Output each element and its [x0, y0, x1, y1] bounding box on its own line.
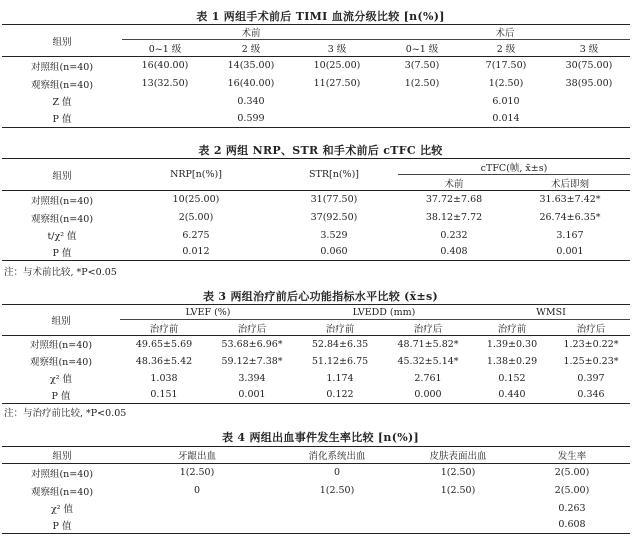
table2-nrp-header: NRP[n(%)] [122, 159, 270, 191]
row-label: t/χ² 值 [47, 231, 77, 242]
table-cell: 1.23±0.22* [563, 338, 619, 350]
table4-caption: 表 4 两组出血事件发生率比较 [n(%)] [221, 431, 419, 444]
row-label: P 值 [2, 387, 120, 404]
table3-caption: 表 3 两组治疗前后心功能指标水平比较 (x̄±s) [202, 290, 439, 303]
table-cell: 1(2.50) [404, 78, 440, 89]
table2-ctfc-header: cTFC(帧, x̄±s) [398, 159, 630, 175]
table-cell: 14(35.00) [227, 60, 275, 72]
table4-header: 皮肤表面出血 [402, 447, 514, 464]
table2-ctfc-pre-header: 术前 [398, 175, 510, 191]
table2-ctfc-post-header: 术后即刻 [510, 175, 630, 191]
table4-header: 牙龈出血 [122, 447, 272, 464]
table-row [2, 482, 630, 500]
table1-caption: 表 1 两组手术前后 TIMI 血流分级比较 [n(%)] [196, 10, 445, 23]
table-cell: 51.12±6.75 [311, 355, 369, 367]
table-cell: 1(2.50) [488, 78, 524, 89]
table-cell: 6.275 [182, 229, 210, 241]
table-cell: 2(5.00) [178, 212, 214, 223]
table1-post-header: 术后 [380, 25, 630, 40]
table-cell: 37.72±7.68 [425, 194, 483, 206]
table-cell: 1(2.50) [179, 467, 215, 479]
row-label: P 值 [2, 244, 122, 261]
table-cell: 0 [193, 485, 201, 496]
row-label: 对照组(n=40) [29, 340, 93, 352]
row-label: 观察组(n=40) [29, 357, 93, 368]
table3-group-header: 组别 [2, 305, 120, 336]
table-cell: 0.263 [558, 502, 586, 514]
table-cell: 1.038 [150, 372, 178, 384]
table3-note: 注：与治疗前比较, *P<0.05 [4, 408, 127, 419]
table4 [2, 446, 630, 534]
table-cell: 0.151 [120, 387, 208, 404]
table-cell: 0.122 [296, 387, 384, 404]
table-cell: 59.12±7.38* [221, 355, 283, 367]
table-cell: 1.38±0.29 [486, 355, 538, 367]
table-cell: 26.74±6.35* [539, 212, 601, 223]
table-cell: 1.25±0.23* [563, 355, 619, 367]
row-label: 观察组(n=40) [30, 213, 94, 225]
row-label: 对照组(n=40) [30, 195, 94, 207]
table-row [2, 500, 630, 517]
table3-after-header: 治疗后 [208, 320, 296, 336]
table-row [2, 209, 630, 227]
table-cell: 0.001 [510, 244, 630, 261]
table-cell: 2(5.00) [554, 467, 590, 479]
table-cell: 31(77.50) [310, 194, 358, 206]
table-row [2, 336, 630, 353]
table1-grade-header: 3 级 [294, 40, 380, 57]
table-row [2, 110, 630, 128]
table-cell: 1(2.50) [440, 467, 476, 479]
table-row [2, 353, 630, 370]
table3-before-header: 治疗前 [472, 320, 552, 336]
table3-before-header: 治疗前 [296, 320, 384, 336]
table-cell: 0.000 [384, 387, 472, 404]
table-row [2, 464, 630, 482]
table3-before-header: 治疗前 [120, 320, 208, 336]
table-row [2, 191, 630, 209]
table2-group-header: 组别 [2, 159, 122, 191]
table-cell: 3.529 [320, 229, 348, 241]
table-cell: 0.408 [398, 244, 510, 261]
table-cell: 13(32.50) [141, 78, 189, 89]
table-cell: 0.060 [270, 244, 398, 261]
table1-grade-header: 2 级 [464, 40, 548, 57]
table-cell: 37(92.50) [310, 212, 358, 223]
table-cell: 0.608 [514, 517, 630, 534]
table-cell: 3.394 [238, 372, 266, 384]
table4-header: 消化系统出血 [272, 447, 402, 464]
row-label: 观察组(n=40) [30, 79, 94, 91]
table-cell: 0.152 [498, 372, 526, 384]
table4-header: 组别 [2, 447, 122, 464]
table3-after-header: 治疗后 [552, 320, 630, 336]
table-row [2, 227, 630, 244]
row-label: χ² 值 [50, 504, 74, 515]
row-label: 观察组(n=40) [30, 486, 94, 498]
table-cell: 0.001 [208, 387, 296, 404]
table-cell: 7(17.50) [485, 60, 527, 72]
table-cell: 1.174 [326, 372, 354, 384]
table-cell: 1(2.50) [440, 485, 476, 496]
table-cell: 0.232 [440, 229, 468, 241]
table-cell: 2(5.00) [554, 485, 590, 496]
table3-after-header: 治疗后 [384, 320, 472, 336]
table-cell: 16(40.00) [141, 60, 189, 72]
table2-str-header: STR[n(%)] [270, 159, 398, 191]
table-row [2, 93, 630, 110]
table-cell: 0.397 [577, 372, 605, 384]
table3-lvedd-header: LVEDD (mm) [296, 305, 472, 320]
table-row [2, 387, 630, 404]
table-cell: 0 [333, 467, 341, 479]
table-cell: 2.761 [414, 372, 442, 384]
table-cell: 38.12±7.72 [425, 212, 483, 223]
table-cell: 10(25.00) [313, 60, 361, 72]
table1-grade-header: 0~1 级 [380, 40, 464, 57]
table1-group-header: 组别 [2, 25, 122, 57]
table2 [2, 158, 630, 261]
table2-note: 注：与术前比较, *P<0.05 [4, 267, 117, 278]
row-label: Z 值 [52, 97, 72, 108]
table-cell: 52.84±6.35 [311, 338, 369, 350]
table-row [2, 75, 630, 93]
table2-caption: 表 2 两组 NRP、STR 和手术前后 cTFC 比较 [198, 144, 443, 157]
table-cell: 45.32±5.14* [397, 355, 459, 367]
table-cell: 48.36±5.42 [135, 355, 193, 367]
row-label: χ² 值 [49, 374, 73, 385]
table-cell: 0.340 [237, 95, 265, 107]
table-cell: 16(40.00) [227, 78, 275, 89]
table-cell: 31.63±7.42* [539, 194, 601, 206]
row-label: P 值 [2, 517, 122, 534]
table-cell: 0.346 [552, 387, 630, 404]
table-cell: 10(25.00) [172, 194, 220, 206]
table-row [2, 370, 630, 387]
table3 [2, 304, 630, 404]
row-label: 对照组(n=40) [30, 61, 94, 73]
table-cell: 6.010 [492, 95, 520, 107]
table-row [2, 57, 630, 75]
table-cell: 3(7.50) [404, 60, 440, 72]
table-cell: 48.71±5.82* [397, 338, 459, 350]
table1-pre-header: 术前 [122, 25, 380, 40]
table-cell: 0.014 [464, 110, 548, 128]
table-cell: 11(27.50) [313, 78, 361, 89]
table1-grade-header: 3 级 [548, 40, 630, 57]
table-cell: 30(75.00) [565, 60, 613, 72]
table-cell: 1.39±0.30 [486, 338, 538, 350]
table-row [2, 244, 630, 261]
table-cell: 0.012 [122, 244, 270, 261]
table3-lvef-header: LVEF (%) [120, 305, 296, 320]
row-label: P 值 [2, 110, 122, 128]
table-cell: 38(95.00) [565, 78, 613, 89]
table-cell: 49.65±5.69 [135, 338, 193, 350]
table1-grade-header: 2 级 [208, 40, 294, 57]
table-cell: 0.440 [472, 387, 552, 404]
table1 [2, 24, 630, 128]
table3-wmsi-header: WMSI [472, 305, 630, 320]
table-row [2, 517, 630, 534]
row-label: 对照组(n=40) [30, 468, 94, 480]
table-cell: 53.68±6.96* [221, 338, 283, 350]
table-cell: 3.167 [556, 229, 584, 241]
table4-header: 发生率 [514, 447, 630, 464]
table-cell: 1(2.50) [319, 485, 355, 496]
table1-grade-header: 0~1 级 [122, 40, 208, 57]
table-cell: 0.599 [208, 110, 294, 128]
